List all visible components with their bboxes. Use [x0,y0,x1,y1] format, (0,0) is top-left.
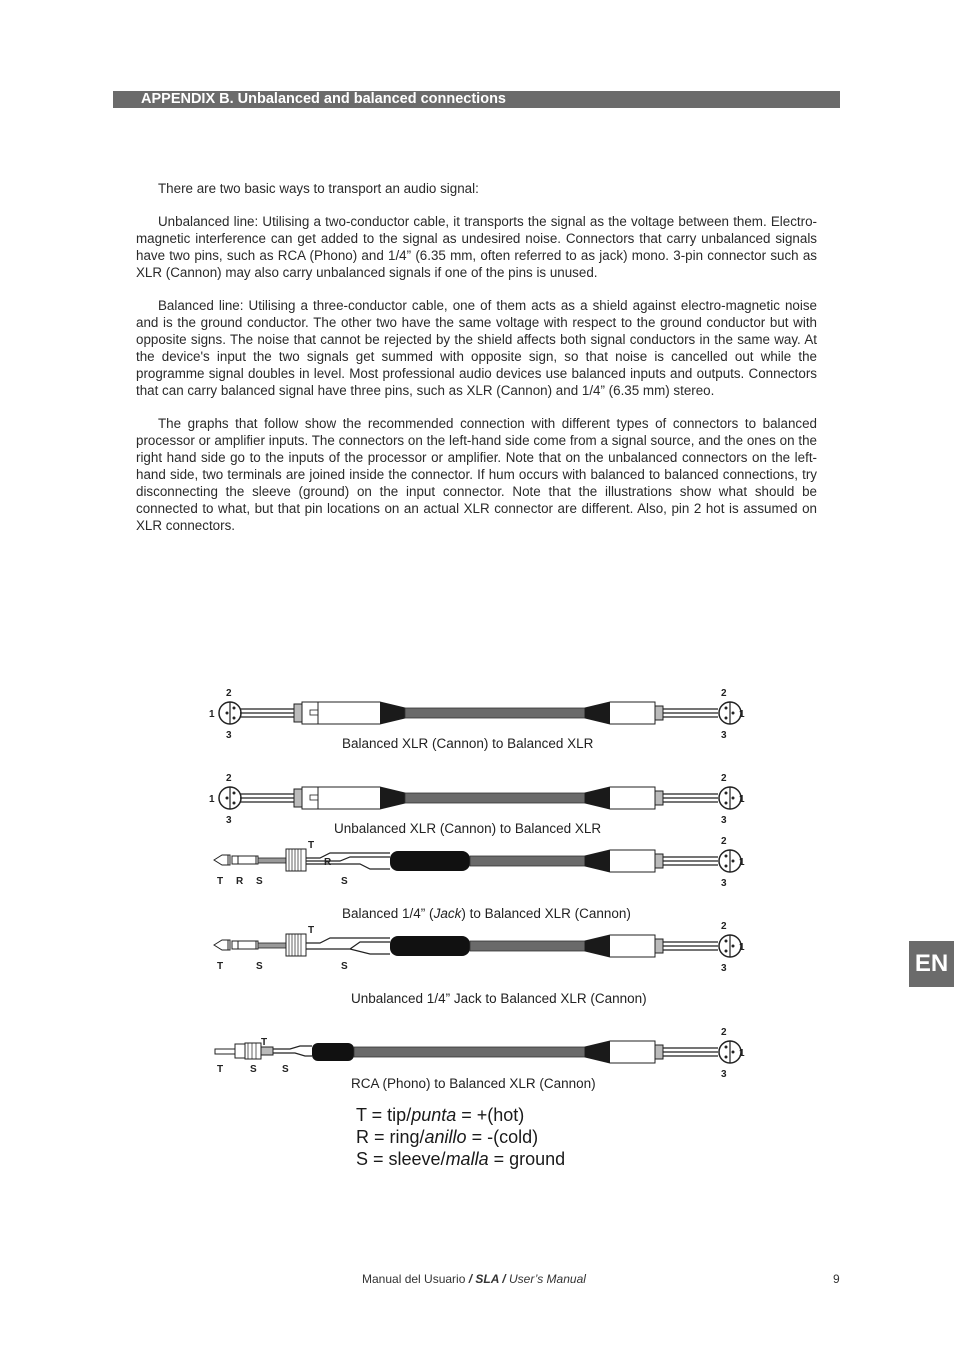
row-balanced-jack [214,836,745,921]
pin-label: 3 [721,815,727,826]
pin-label: T [261,1037,268,1048]
pin-label: S [341,876,348,887]
pin-label: 2 [721,688,727,699]
pin-label: 1 [739,709,745,720]
pin-label: 1 [739,1048,745,1059]
pin-label: 1 [739,942,745,953]
pin-label: S [341,961,348,972]
legend-ring: R = ring/anillo = -(cold) [356,1127,539,1147]
pin-label: S [282,1064,289,1075]
paragraph-graphs: The graphs that follow show the recommended connection with different types of connectors to balanced processor or amplifier inputs. The connectors on the left-hand side come from a signal source, and the ones on the right hand side go to the inputs of the processor or amplifier. Note that on the unbalanced connectors on the left-hand side, two terminals are joined inside the connector. If hum occurs with balanced to balanced connections, try disconnecting the sleeve (ground) on the input connector. Note that the illustrations show what should be connected to what, but that pin locations on an actual XLR connector are different. Also, pin 2 hot is assumed on XLR connectors. [136,416,817,533]
pin-legend [356,1104,565,1170]
caption-unbalanced-xlr: Unbalanced XLR (Cannon) to Balanced XLR [334,821,602,836]
caption-rca: RCA (Phono) to Balanced XLR (Cannon) [351,1076,596,1091]
paragraph-balanced: Balanced line: Utilising a three-conductor cable, one of them acts as a shield against electro-magnetic noise and is the ground conductor. The other two have the same voltage with respect to the ground conductor but with opposite signs. The noise that cannot be rejected by the shield affects both signal conductors in the same way. At the device's input the two signals get summed with opposite sign, so that noise is cancelled out while the programme signal doubles in level. Most professional audio devices use balanced inputs and outputs. Connectors that can carry balanced signal have three pins, such as XLR (Cannon) and 1/4” (6.35 mm) stereo. [136,298,817,398]
pin-label: T [308,925,315,936]
paragraph-intro: There are two basic ways to transport an audio signal: [158,181,479,196]
language-tab: EN [909,941,954,987]
legend-tip: T = tip/punta = +(hot) [356,1105,525,1125]
pin-label: 2 [226,773,232,784]
pin-label: 1 [209,709,215,720]
pin-label: 1 [739,857,745,868]
pin-label: 1 [209,794,215,805]
pin-label: S [250,1064,257,1075]
pin-label: 3 [226,730,232,741]
pin-label: 2 [721,1027,727,1038]
pin-label: 2 [721,773,727,784]
pin-label: 3 [721,730,727,741]
pin-label: T [217,961,224,972]
section-header-bar [113,91,840,108]
pin-label: 3 [721,963,727,974]
pin-label: 2 [721,921,727,932]
section-title: APPENDIX B. Unbalanced and balanced connections [141,91,506,107]
connection-diagram [200,680,760,1100]
pin-label: R [236,876,244,887]
body-text [136,180,817,550]
pin-label: 2 [226,688,232,699]
caption-unbalanced-jack: Unbalanced 1/4” Jack to Balanced XLR (Cannon) [351,991,647,1006]
caption-balanced-xlr: Balanced XLR (Cannon) to Balanced XLR [342,736,594,751]
pin-label: 1 [739,794,745,805]
pin-label: T [217,1064,224,1075]
caption-balanced-jack: Balanced 1/4” (Jack) to Balanced XLR (Cannon) [342,906,631,921]
pin-label: 2 [721,836,727,847]
pin-label: T [217,876,224,887]
page-number: 9 [833,1272,840,1286]
legend-sleeve: S = sleeve/malla = ground [356,1149,566,1169]
pin-label: S [256,876,263,887]
pin-label: 3 [226,815,232,826]
row-balanced-xlr [209,688,745,751]
row-rca [215,1027,745,1091]
row-unbalanced-xlr [209,773,745,836]
paragraph-unbalanced: Unbalanced line: Utilising a two-conductor cable, it transports the signal as the voltage between them. Electro-magnetic interference can get added to the signal as undesired noise. Connectors that carry unbalanced signals have two pins, such as RCA (Phono) and 1/4” (6.35 mm, often referred to as jack) mono. 3-pin connector such as XLR (Cannon) may also carry unbalanced signals if one of the pins is unused. [136,214,817,280]
footer-manual-title: Manual del Usuario / SLA / User’s Manual [362,1272,586,1286]
pin-label: R [324,857,332,868]
pin-label: S [256,961,263,972]
pin-label: T [308,840,315,851]
pin-label: 3 [721,878,727,889]
pin-label: 3 [721,1069,727,1080]
row-unbalanced-jack [214,921,745,1006]
